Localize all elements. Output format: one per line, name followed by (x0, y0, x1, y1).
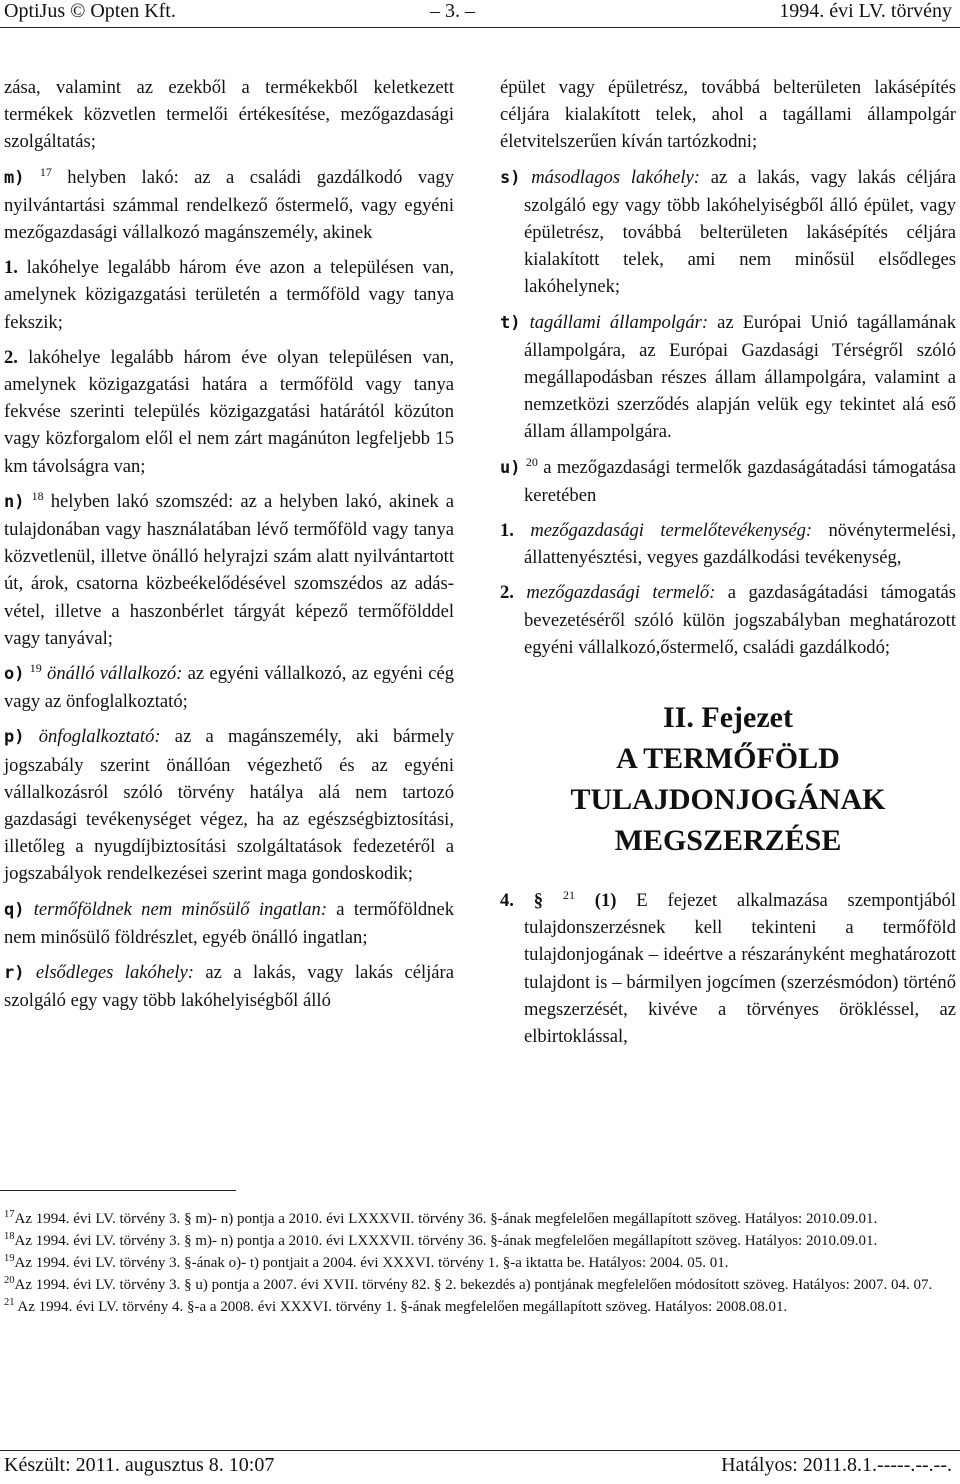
chapter-title-line: MEGSZERZÉSE (614, 824, 842, 858)
chapter-number: II. Fejezet (663, 701, 793, 735)
header-law-title: 1994. évi LV. törvény (779, 0, 952, 22)
footnote (4, 1274, 956, 1296)
definition-s (500, 164, 956, 301)
continued-text: zása, valamint az ezekből a termékekből keletkezett termékek közvetlen termelői értékesítése, mezőgazdasági szolgáltatás; (4, 77, 454, 153)
item-text: a mezőgazdasági termelők gazdaságátadási támogatása keretében (524, 456, 956, 506)
item-text: az a magánszemély, aki bármely jogszabály szerint önállóan végezhető és az egyéni vállalkozásról szóló törvény hatálya alá nem tartozó gazdasági tevékenységet végez, ha az egészségbiztosítási, illetőleg a nyugdíjbiztosítási szolgáltatások fedezetéről a jogszabályok rendelkezései szerint maga gondoskodik; (4, 726, 454, 885)
right-column (500, 74, 956, 1058)
item-label: 1. (500, 520, 514, 542)
definition-m-1 (4, 254, 454, 336)
item-text: helyben lakó szomszéd: az a helyben lakó, akinek a tulajdonában vagy használatában lévő termőföld vagy tanya közvetlenül, illetve önálló helyrajzi szám alatt nyilvántartott út, árok, csatorna közbeékelődésével szomszédos az adásvétel, illetve a haszonbérlet tárgyát képező termőfölddel vagy tanyával; (4, 490, 454, 649)
definition-u-2 (500, 579, 956, 661)
paragraph-number: (1) (594, 890, 617, 912)
item-label: p) (4, 727, 25, 748)
footnote-number: 19 (4, 1253, 15, 1264)
footnote (4, 1296, 956, 1318)
item-label: q) (4, 899, 25, 920)
defined-term: mezőgazdasági termelőtevékenység: (530, 520, 813, 542)
footnote-ref[interactable]: 18 (31, 488, 44, 503)
definition-m (4, 164, 454, 247)
footer-rule (0, 1450, 960, 1451)
section-text: E fejezet alkalmazása szempontjából tulajdonszerzésnek kell tekinteni a termőföld tulajdonjogának – ideértve a részarányként meghatározott tulajdont is – bármilyen jogcímen (szerzésmódon) történő megszerzését, kivéve a törvényes örökléssel, az elbirtoklással, (524, 890, 956, 1048)
footnote (4, 1230, 956, 1252)
item-text: az Európai Unió tagállamának állampolgára, az Európai Gazdasági Térségről szóló megállapodásban részes állam állampolgára, valamint a nemzetközi szerződés alapján velük egy tekintet alá eső állam állampolgára. (524, 311, 956, 443)
chapter-heading (500, 697, 956, 861)
footnote-text: Az 1994. évi LV. törvény 3. § u) pontja a 2007. évi XVII. törvény 82. § 2. bekezdés a) pontjának megfelelően módosított szöveg. Hatályos: 2007. 04. 07. (14, 1277, 933, 1293)
footnote-text: Az 1994. évi LV. törvény 3. § m)- n) pontja a 2010. évi LXXXVII. törvény 36. §-ának megfelelően megállapított szöveg. Hatályos: 2010.09.01. (14, 1211, 878, 1227)
item-text: az egyéni vállalkozó, az egyéni cég vagy az önfoglalkoztató; (4, 663, 454, 713)
item-text: az a lakás, vagy lakás céljára szolgáló egy vagy több lakóhelyiségből álló épület, vagy épületrész, továbbá belterületen lakásépítés céljára kialakított telek, ami nem minősül elsődleges lakóhelynek; (524, 166, 956, 298)
item-label: o) (4, 664, 25, 685)
item-text: lakóhelye legalább három éve azon a településen van, amelynek közigazgatási területén a termőföld vagy tanya fekszik; (4, 257, 454, 333)
item-label: u) (500, 457, 521, 478)
definition-t (500, 309, 956, 446)
left-column (4, 74, 454, 1023)
item-text: helyben lakó: az a családi gazdálkodó vagy nyilvántartási számmal rendelkező őstermelő, vagy egyéni mezőgazdasági vállalkozó magánszemély, akinek (4, 166, 454, 244)
item-label: m) (4, 167, 25, 188)
footer-effective: Hatályos: 2011.8.1.-----.--.--. (721, 1454, 952, 1476)
header-page-number: – 3. – (430, 0, 475, 22)
footnote-number: 21 (4, 1297, 15, 1308)
section-label: 4. § (500, 890, 544, 912)
header-publisher: OptiJus © Opten Kft. (4, 0, 176, 22)
definition-u-1 (500, 517, 956, 571)
continued-text: épület vagy épületrész, továbbá belterületen lakásépítés céljára kialakított telek, ahol a tagállami állampolgár életvitelszerűen kíván tartózkodni; (500, 77, 956, 153)
footnote-ref[interactable]: 19 (29, 661, 42, 676)
definition-p (4, 723, 454, 887)
defined-term: mezőgazdasági termelő: (526, 582, 716, 604)
definition-o (4, 660, 454, 715)
footnote (4, 1252, 956, 1274)
item-label: 2. (4, 346, 18, 368)
item-text: a termőföldnek nem minősülő földrészlet, egyéb önálló ingatlan; (4, 898, 454, 948)
footnote-rule (0, 1190, 236, 1191)
footnote-text: Az 1994. évi LV. törvény 3. § m)- n) pontja a 2010. évi LXXXVII. törvény 36. §-ának megfelelően megállapított szöveg. Hatályos: 2010.09.01. (14, 1233, 878, 1249)
item-text: lakóhelye legalább három éve olyan településen van, amelynek közigazgatási határa a termőföld vagy tanya fekvése szerinti település közigazgatási határától közúton vagy közforgalom elől el nem zárt magánúton legfeljebb 15 km távolságra van; (4, 346, 454, 477)
item-label: n) (4, 491, 25, 512)
item-label: r) (4, 963, 25, 984)
item-label: 2. (500, 582, 514, 604)
footnotes (4, 1208, 956, 1318)
item-label: s) (500, 167, 521, 188)
definition-q (4, 896, 454, 951)
item-label: 1. (4, 257, 18, 279)
item-label: t) (500, 312, 521, 333)
chapter-title-line: TULAJDONJOGÁNAK (570, 783, 886, 817)
header-rule (0, 27, 960, 28)
item-text: a gazdaságátadási támogatás bevezetéséről szóló külön jogszabályban meghatározott egyéni vállalkozó,őstermelő, családi gazdálkodó; (524, 582, 956, 658)
defined-term: termőföldnek nem minősülő ingatlan: (33, 898, 328, 920)
footnote-number: 20 (4, 1275, 15, 1286)
chapter-title-line: A TERMŐFÖLD (616, 742, 840, 776)
footnote-number: 18 (4, 1231, 15, 1242)
defined-term: tagállami állampolgár: (529, 311, 709, 333)
footer-created: Készült: 2011. augusztus 8. 10:07 (4, 1454, 275, 1476)
item-text: az a lakás, vagy lakás céljára szolgáló egy vagy több lakóhelyiségből álló (4, 962, 454, 1012)
definition-n (4, 488, 454, 652)
footnote-ref[interactable]: 20 (525, 454, 538, 469)
footnote-ref[interactable]: 21 (562, 888, 575, 903)
definition-r (4, 959, 454, 1014)
definition-u (500, 454, 956, 509)
section-4 (500, 887, 956, 1050)
item-text: növénytermelési, állattenyésztési, vegyes gazdálkodási tevékenység, (524, 520, 956, 569)
defined-term: elsődleges lakóhely: (35, 962, 194, 984)
footnote-ref[interactable]: 17 (39, 164, 52, 179)
page-header (0, 0, 960, 28)
definition-m-2 (4, 344, 454, 480)
footnote-text: Az 1994. évi LV. törvény 3. §-ának o)- t) pontjait a 2004. évi XXXVI. törvény 1. §-a iktatta be. Hatályos: 2004. 05. 01. (14, 1255, 729, 1271)
footnote-text: Az 1994. évi LV. törvény 4. §-a a 2008. évi XXXVI. törvény 1. §-ának megfelelően megállapított szöveg. Hatályos: 2008.08.01. (14, 1299, 788, 1315)
footnote-number: 17 (4, 1209, 15, 1220)
defined-term: önfoglalkoztató: (38, 726, 161, 748)
defined-term: önálló vállalkozó: (47, 663, 183, 685)
footnote (4, 1208, 956, 1230)
defined-term: másodlagos lakóhely: (531, 166, 701, 188)
